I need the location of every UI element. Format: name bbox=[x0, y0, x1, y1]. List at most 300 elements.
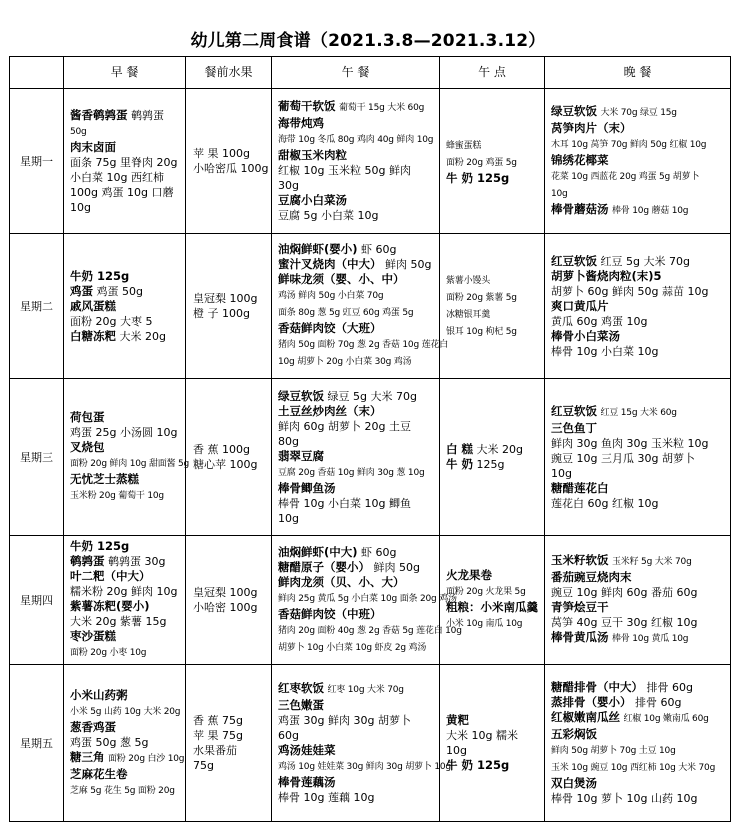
dinner-text: 玉米籽软饭 bbox=[551, 553, 609, 567]
dinner-text: 双白煲汤 bbox=[551, 776, 597, 790]
day-label: 星期五 bbox=[10, 665, 64, 822]
dinner-text: 糖醋莲花白 bbox=[551, 480, 609, 495]
dinner-text: 棒骨 10g 小白菜 10g bbox=[551, 344, 659, 358]
lunch-line bbox=[278, 449, 433, 464]
lunch-text: 红枣软饭 bbox=[278, 681, 324, 695]
dinner-text: 10g bbox=[551, 188, 568, 199]
dinner-cell bbox=[545, 89, 731, 234]
lunch-line bbox=[278, 404, 433, 419]
dinner-line bbox=[551, 791, 724, 806]
dinner-line bbox=[551, 421, 724, 436]
lunch-text: 油焖鲜虾(中大) bbox=[278, 544, 358, 559]
lunch-text: 棒骨 10g 莲藕 10g bbox=[278, 791, 375, 804]
breakfast-line bbox=[70, 472, 179, 487]
lunch-line bbox=[278, 419, 433, 434]
lunch-text: 豆腐 5g 小白菜 10g bbox=[278, 209, 379, 222]
breakfast-text: 50g bbox=[70, 126, 87, 137]
lunch-text: 80g bbox=[278, 434, 299, 448]
dinner-text: 三色鱼丁 bbox=[551, 420, 597, 435]
breakfast-text: 叶二粑（中大） bbox=[70, 569, 151, 583]
lunch-line bbox=[278, 560, 433, 575]
fruit-cell bbox=[186, 89, 272, 234]
snack-text: 小米 10g 南瓜 10g bbox=[446, 619, 523, 629]
dinner-text: 玉米 10g 豌豆 10g 西红柿 10g 大米 70g bbox=[551, 763, 716, 773]
header-snack: 午 点 bbox=[440, 57, 545, 89]
lunch-ingredients: 虾 60g bbox=[361, 243, 397, 256]
snack-text: 蜂蜜蛋糕 bbox=[446, 140, 482, 151]
lunch-text: 猪肉 20g 面粉 40g 葱 2g 香菇 5g 莲花白 10g bbox=[278, 625, 462, 636]
header-row bbox=[10, 57, 731, 89]
page-title: 幼儿第二周食谱（2021.3.8—2021.3.12） bbox=[190, 31, 546, 51]
lunch-text: 香菇鲜肉饺（中班） bbox=[278, 606, 382, 621]
fruit-text: 皇冠梨 100g bbox=[193, 586, 258, 599]
dinner-text: 棒骨 10g 萝卜 10g 山药 10g bbox=[551, 792, 698, 805]
breakfast-line bbox=[70, 440, 179, 455]
snack-line bbox=[446, 272, 538, 289]
dinner-line bbox=[551, 695, 724, 710]
lunch-line bbox=[278, 496, 433, 511]
breakfast-cell bbox=[64, 234, 186, 379]
dinner-ingredients: 红椒 10g 嫩南瓜 60g bbox=[623, 714, 709, 724]
snack-line bbox=[446, 442, 538, 457]
dinner-text: 黄瓜 60g 鸡蛋 10g bbox=[551, 314, 648, 328]
dinner-line bbox=[551, 269, 724, 284]
dinner-text: 莴笋肉片（末） bbox=[551, 120, 632, 135]
breakfast-text: 糯米粉 20g 鲜肉 10g bbox=[70, 585, 178, 598]
dinner-line bbox=[551, 742, 724, 759]
breakfast-line bbox=[70, 584, 179, 599]
fruit-line bbox=[193, 600, 265, 615]
lunch-line bbox=[278, 758, 451, 775]
fruit-text: 苹 果 100g bbox=[193, 147, 250, 160]
breakfast-line bbox=[70, 735, 179, 750]
lunch-text: 豆腐 20g 香菇 10g 鲜肉 30g 葱 10g bbox=[278, 467, 425, 478]
dinner-text: 莲花白 60g 红椒 10g bbox=[551, 496, 659, 510]
dinner-ingredients: 棒骨 10g 蘑菇 10g bbox=[612, 205, 689, 216]
lunch-line bbox=[278, 545, 433, 560]
snack-line bbox=[446, 323, 538, 340]
lunch-cell bbox=[272, 89, 440, 234]
snack-text: 面粉 20g 鸡蛋 5g bbox=[446, 157, 517, 168]
breakfast-text: 酱香鹌鹑蛋 bbox=[70, 107, 128, 122]
lunch-line bbox=[278, 622, 462, 639]
snack-cell bbox=[440, 89, 545, 234]
breakfast-text: 戚风蛋糕 bbox=[70, 298, 116, 313]
lunch-line bbox=[278, 242, 433, 257]
snack-ingredients: 大米 20g bbox=[476, 443, 523, 456]
breakfast-text: 鹌鹑蛋 bbox=[70, 554, 105, 568]
breakfast-text: 玉米粉 20g 葡萄干 10g bbox=[70, 491, 164, 501]
snack-text: 牛 奶 125g bbox=[446, 758, 510, 772]
breakfast-line bbox=[70, 599, 179, 614]
breakfast-ingredients: 面粉 20g 白沙 10g bbox=[108, 753, 185, 764]
header-lunch: 午 餐 bbox=[272, 57, 440, 89]
snack-line bbox=[446, 743, 538, 758]
breakfast-text: 糖三角 bbox=[70, 749, 105, 764]
breakfast-text: 小米 5g 山药 10g 大米 20g bbox=[70, 706, 181, 717]
snack-line bbox=[446, 457, 538, 472]
breakfast-line bbox=[70, 569, 179, 584]
lunch-text: 葡萄干软饭 bbox=[278, 99, 336, 113]
day-label: 星期一 bbox=[10, 89, 64, 234]
breakfast-line bbox=[70, 614, 179, 629]
menu-row bbox=[10, 379, 731, 536]
dinner-line bbox=[551, 202, 724, 219]
lunch-line bbox=[278, 728, 433, 743]
fruit-line bbox=[193, 442, 265, 457]
lunch-text: 油焖鲜虾(婴小) bbox=[278, 242, 358, 256]
header-dinner: 晚 餐 bbox=[545, 57, 731, 89]
lunch-text: 鸡汤 鲜肉 50g 小白菜 70g bbox=[278, 291, 384, 301]
breakfast-ingredients: 鹌鹑蛋 30g bbox=[108, 555, 166, 568]
lunch-line bbox=[278, 304, 433, 321]
dinner-line bbox=[551, 570, 724, 585]
breakfast-line bbox=[70, 155, 179, 170]
breakfast-text: 枣沙蛋糕 bbox=[70, 629, 116, 643]
lunch-line bbox=[278, 511, 433, 526]
dinner-line bbox=[551, 615, 724, 630]
snack-line bbox=[446, 583, 538, 600]
dinner-line bbox=[551, 104, 724, 121]
dinner-text: 棒骨蘑菇汤 bbox=[551, 201, 609, 216]
lunch-line bbox=[278, 321, 433, 336]
fruit-cell bbox=[186, 234, 272, 379]
lunch-ingredients: 葡萄干 15g 大米 60g bbox=[339, 103, 425, 113]
snack-text: 火龙果卷 bbox=[446, 568, 492, 582]
lunch-line bbox=[278, 698, 433, 713]
dinner-line bbox=[551, 466, 724, 481]
breakfast-text: 鸡蛋 25g 小汤圆 10g bbox=[70, 426, 178, 439]
breakfast-text: 牛奶 125g bbox=[70, 539, 130, 553]
snack-text: 银耳 10g 枸杞 5g bbox=[446, 327, 517, 337]
lunch-line bbox=[278, 193, 433, 208]
breakfast-line bbox=[70, 703, 179, 720]
fruit-text: 香 蕉 100g bbox=[193, 443, 250, 456]
snack-line bbox=[446, 758, 538, 773]
breakfast-cell bbox=[64, 89, 186, 234]
breakfast-text: 葱香鸡蛋 bbox=[70, 719, 116, 734]
lunch-line bbox=[278, 713, 433, 728]
snack-text: 面粉 20g 紫薯 5g bbox=[446, 293, 517, 303]
snack-text: 黄粑 bbox=[446, 713, 469, 727]
breakfast-line bbox=[70, 749, 185, 767]
breakfast-line bbox=[70, 720, 179, 735]
snack-line bbox=[446, 289, 538, 306]
breakfast-ingredients: 鹌鹑蛋 bbox=[131, 108, 164, 122]
fruit-line bbox=[193, 758, 265, 773]
lunch-text: 面条 80g 葱 5g 豇豆 60g 鸡蛋 5g bbox=[278, 308, 414, 318]
lunch-line bbox=[278, 607, 433, 622]
dinner-line bbox=[551, 314, 724, 329]
breakfast-cell bbox=[64, 665, 186, 822]
breakfast-line bbox=[70, 539, 179, 554]
snack-line bbox=[446, 306, 538, 323]
lunch-text: 棒骨莲藕汤 bbox=[278, 775, 336, 789]
fruit-line bbox=[193, 306, 265, 321]
snack-text: 紫薯小馒头 bbox=[446, 276, 491, 286]
lunch-ingredients: 鲜肉 50g bbox=[373, 560, 420, 574]
breakfast-line bbox=[70, 170, 179, 185]
dinner-text: 红豆软饭 bbox=[551, 253, 597, 268]
breakfast-text: 面粉 20g 小枣 10g bbox=[70, 648, 147, 658]
header-fruit: 餐前水果 bbox=[186, 57, 272, 89]
breakfast-text: 面条 75g 里脊肉 20g bbox=[70, 155, 178, 169]
snack-text: 10g bbox=[446, 744, 467, 757]
snack-text: 牛 奶 bbox=[446, 457, 474, 471]
breakfast-line bbox=[70, 314, 179, 329]
dinner-line bbox=[551, 436, 724, 451]
fruit-text: 水果番茄 bbox=[193, 744, 237, 757]
header-day bbox=[10, 57, 64, 89]
dinner-ingredients: 玉米籽 5g 大米 70g bbox=[612, 557, 692, 567]
lunch-line bbox=[278, 287, 433, 304]
dinner-line bbox=[551, 136, 724, 153]
breakfast-line bbox=[70, 425, 179, 440]
dinner-cell bbox=[545, 536, 731, 665]
dinner-line bbox=[551, 776, 724, 791]
dinner-text: 绿豆软饭 bbox=[551, 103, 597, 118]
lunch-text: 土豆丝炒肉丝（末） bbox=[278, 403, 382, 418]
lunch-line bbox=[278, 590, 457, 607]
lunch-line bbox=[278, 336, 449, 353]
snack-text: 面粉 20g 火龙果 5g bbox=[446, 587, 526, 597]
dinner-text: 鲜肉 50g 胡萝卜 70g 土豆 10g bbox=[551, 746, 676, 756]
lunch-text: 10g 胡萝卜 20g 小白菜 30g 鸡汤 bbox=[278, 357, 412, 367]
dinner-text: 胡萝卜 60g 鲜肉 50g 蒜苗 10g bbox=[551, 284, 709, 298]
dinner-line bbox=[551, 153, 724, 168]
lunch-line bbox=[278, 481, 433, 496]
lunch-ingredients: 鲜肉 50g bbox=[385, 258, 432, 271]
snack-cell bbox=[440, 665, 545, 822]
breakfast-line bbox=[70, 782, 179, 799]
dinner-line bbox=[551, 451, 724, 466]
breakfast-line bbox=[70, 284, 179, 299]
breakfast-text: 鸡蛋 50g 葱 5g bbox=[70, 735, 149, 749]
lunch-line bbox=[278, 775, 433, 790]
fruit-text: 苹 果 75g bbox=[193, 729, 243, 742]
breakfast-text: 紫薯冻粑(婴小) bbox=[70, 599, 150, 613]
breakfast-text: 叉烧包 bbox=[70, 440, 105, 454]
dinner-line bbox=[551, 727, 724, 742]
fruit-text: 香 蕉 75g bbox=[193, 714, 243, 727]
dinner-text: 番茄豌豆烧肉末 bbox=[551, 570, 632, 584]
lunch-text: 10g bbox=[278, 511, 299, 525]
lunch-text: 30g bbox=[278, 179, 299, 192]
breakfast-text: 小白菜 10g 西红柿 bbox=[70, 170, 164, 184]
dinner-line bbox=[551, 168, 724, 185]
dinner-line bbox=[551, 329, 724, 344]
menu-row bbox=[10, 536, 731, 665]
day-label: 星期三 bbox=[10, 379, 64, 536]
dinner-ingredients: 排骨 60g bbox=[646, 681, 693, 694]
dinner-text: 红豆软饭 bbox=[551, 403, 597, 418]
dinner-text: 豌豆 10g 鲜肉 60g 番茄 60g bbox=[551, 586, 698, 599]
fruit-text: 皇冠梨 100g bbox=[193, 292, 258, 305]
lunch-line bbox=[278, 272, 433, 287]
menu-row bbox=[10, 665, 731, 822]
snack-line bbox=[446, 728, 538, 743]
snack-line bbox=[446, 137, 538, 154]
dinner-text: 木耳 10g 莴笋 70g 鲜肉 50g 红椒 10g bbox=[551, 139, 707, 150]
snack-cell bbox=[440, 234, 545, 379]
fruit-cell bbox=[186, 536, 272, 665]
dinner-text: 豌豆 10g 三月瓜 30g 胡萝卜 bbox=[551, 451, 695, 465]
lunch-line bbox=[278, 131, 433, 148]
dinner-line bbox=[551, 404, 724, 421]
lunch-line bbox=[278, 464, 433, 481]
lunch-line bbox=[278, 148, 433, 163]
snack-text: 冰糖银耳羹 bbox=[446, 310, 491, 320]
dinner-line bbox=[551, 585, 724, 600]
fruit-cell bbox=[186, 379, 272, 536]
breakfast-line bbox=[70, 299, 179, 314]
lunch-text: 蜜汁叉烧肉（中大） bbox=[278, 257, 382, 271]
snack-line bbox=[446, 171, 538, 186]
breakfast-cell bbox=[64, 536, 186, 665]
dinner-line bbox=[551, 284, 724, 299]
snack-line bbox=[446, 568, 538, 583]
snack-ingredients: 125g bbox=[476, 458, 505, 471]
breakfast-ingredients: 鸡蛋 50g bbox=[96, 284, 143, 298]
breakfast-line bbox=[70, 487, 179, 504]
lunch-text: 鲜味龙须（婴、小、中） bbox=[278, 272, 405, 286]
breakfast-line bbox=[70, 185, 179, 200]
breakfast-text: 芝麻花生卷 bbox=[70, 766, 128, 781]
dinner-line bbox=[551, 710, 724, 727]
fruit-text: 小哈密 100g bbox=[193, 601, 258, 614]
fruit-line bbox=[193, 585, 265, 600]
dinner-line bbox=[551, 299, 724, 314]
breakfast-line bbox=[70, 108, 179, 123]
lunch-ingredients: 虾 60g bbox=[361, 545, 397, 559]
dinner-line bbox=[551, 553, 724, 570]
snack-cell bbox=[440, 536, 545, 665]
breakfast-line bbox=[70, 140, 179, 155]
fruit-cell bbox=[186, 665, 272, 822]
breakfast-text: 肉末卤面 bbox=[70, 139, 116, 154]
lunch-line bbox=[278, 681, 433, 698]
dinner-text: 蒸排骨（婴小） bbox=[551, 695, 632, 709]
dinner-text: 锦绣花椰菜 bbox=[551, 152, 609, 167]
fruit-line bbox=[193, 743, 265, 758]
snack-text: 粗粮：小米南瓜羹 bbox=[446, 600, 538, 614]
breakfast-line bbox=[70, 554, 179, 569]
lunch-text: 鸡汤娃娃菜 bbox=[278, 743, 336, 757]
breakfast-line bbox=[70, 644, 179, 661]
breakfast-text: 鸡蛋 bbox=[70, 283, 93, 298]
breakfast-line bbox=[70, 329, 179, 344]
dinner-text: 10g bbox=[551, 466, 572, 480]
lunch-line bbox=[278, 743, 433, 758]
dinner-cell bbox=[545, 379, 731, 536]
lunch-text: 翡翠豆腐 bbox=[278, 448, 324, 463]
dinner-ingredients: 大米 70g 绿豆 15g bbox=[600, 107, 677, 118]
lunch-line bbox=[278, 434, 433, 449]
dinner-line bbox=[551, 481, 724, 496]
breakfast-text: 牛奶 125g bbox=[70, 268, 130, 283]
lunch-line bbox=[278, 116, 433, 131]
dinner-line bbox=[551, 759, 724, 776]
dinner-ingredients: 红豆 15g 大米 60g bbox=[600, 407, 677, 418]
dinner-line bbox=[551, 600, 724, 615]
lunch-text: 胡萝卜 10g 小白菜 10g 虾皮 2g 鸡汤 bbox=[278, 642, 427, 653]
breakfast-text: 白糖冻粑 bbox=[70, 328, 116, 343]
dinner-text: 爽口黄瓜片 bbox=[551, 298, 609, 313]
lunch-line bbox=[278, 99, 433, 116]
lunch-text: 鲜肉 60g 胡萝卜 20g 土豆 bbox=[278, 419, 411, 433]
fruit-line bbox=[193, 161, 269, 176]
fruit-line bbox=[193, 291, 265, 306]
breakfast-line bbox=[70, 200, 179, 215]
dinner-text: 棒骨黄瓜汤 bbox=[551, 630, 609, 644]
lunch-line bbox=[278, 575, 433, 590]
dinner-text: 鲜肉 30g 鱼肉 30g 玉米粒 10g bbox=[551, 436, 709, 450]
weekly-menu-table bbox=[9, 56, 731, 822]
breakfast-text: 面粉 20g 鲜肉 10g 甜面酱 5g bbox=[70, 459, 190, 469]
breakfast-line bbox=[70, 269, 179, 284]
fruit-text: 糖心苹 100g bbox=[193, 458, 258, 471]
fruit-text: 小哈密瓜 100g bbox=[193, 162, 269, 175]
lunch-line bbox=[278, 639, 433, 656]
breakfast-line bbox=[70, 455, 190, 472]
breakfast-line bbox=[70, 688, 179, 703]
breakfast-line bbox=[70, 767, 179, 782]
breakfast-line bbox=[70, 410, 179, 425]
lunch-cell bbox=[272, 665, 451, 822]
snack-line bbox=[446, 615, 538, 632]
dinner-text: 红椒嫩南瓜丝 bbox=[551, 710, 620, 724]
dinner-text: 五彩焖饭 bbox=[551, 727, 597, 741]
breakfast-text: 100g 鸡蛋 10g 口蘑 bbox=[70, 185, 174, 199]
lunch-line bbox=[278, 178, 433, 193]
day-label: 星期二 bbox=[10, 234, 64, 379]
lunch-text: 棒骨 10g 小白菜 10g 鲫鱼 bbox=[278, 496, 411, 510]
fruit-line bbox=[193, 728, 265, 743]
breakfast-text: 10g bbox=[70, 200, 91, 214]
lunch-text: 香菇鲜肉饺（大班） bbox=[278, 321, 382, 335]
lunch-text: 鸡蛋 30g 鲜肉 30g 胡萝卜 bbox=[278, 714, 411, 727]
lunch-line bbox=[278, 163, 433, 178]
menu-row bbox=[10, 89, 731, 234]
lunch-line bbox=[278, 790, 433, 805]
lunch-text: 海带炖鸡 bbox=[278, 116, 324, 130]
lunch-text: 猪肉 50g 面粉 70g 葱 2g 香菇 10g 莲花白 bbox=[278, 340, 449, 350]
lunch-cell bbox=[272, 536, 462, 665]
lunch-text: 鲜肉龙须（贝、小、大） bbox=[278, 574, 405, 589]
snack-text: 大米 10g 糯米 bbox=[446, 729, 518, 742]
dinner-line bbox=[551, 680, 724, 695]
dinner-text: 胡萝卜酱烧肉粒(末)5 bbox=[551, 268, 662, 283]
menu-row bbox=[10, 234, 731, 379]
lunch-text: 鸡汤 10g 娃娃菜 30g 鲜肉 30g 胡萝卜 10g bbox=[278, 762, 451, 772]
day-label: 星期四 bbox=[10, 536, 64, 665]
dinner-line bbox=[551, 496, 724, 511]
lunch-line bbox=[278, 208, 433, 223]
lunch-cell bbox=[272, 379, 440, 536]
lunch-text: 60g bbox=[278, 729, 299, 742]
dinner-cell bbox=[545, 665, 731, 822]
breakfast-text: 大米 20g 紫薯 15g bbox=[70, 615, 167, 628]
snack-cell bbox=[440, 379, 545, 536]
breakfast-line bbox=[70, 629, 179, 644]
snack-line bbox=[446, 154, 538, 171]
lunch-text: 鲜肉 25g 黄瓜 5g 小白菜 10g 面条 20g 鸡汤 bbox=[278, 593, 457, 604]
snack-line bbox=[446, 713, 538, 728]
lunch-text: 棒骨鲫鱼汤 bbox=[278, 480, 336, 495]
snack-text: 牛 奶 125g bbox=[446, 170, 510, 185]
dinner-text: 花菜 10g 西蓝花 20g 鸡蛋 5g 胡萝卜 bbox=[551, 171, 700, 182]
breakfast-ingredients: 大米 20g bbox=[119, 329, 166, 343]
